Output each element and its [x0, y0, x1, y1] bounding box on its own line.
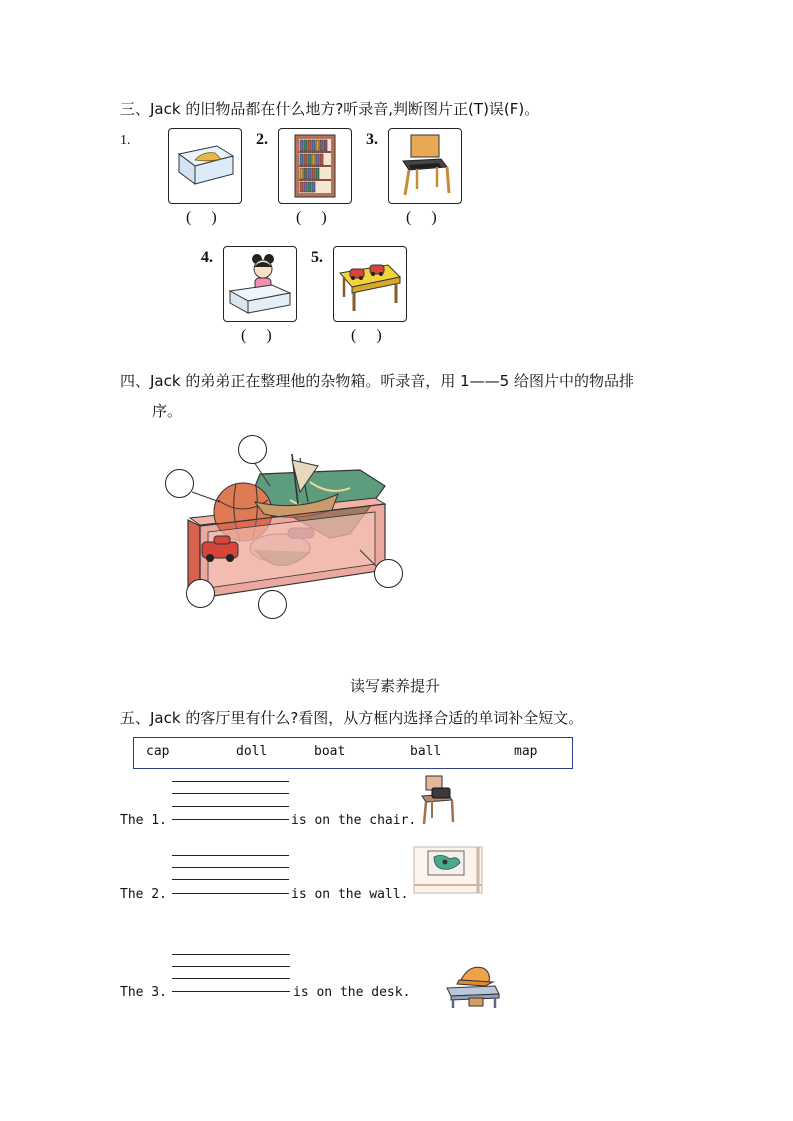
- item1-number: 1.: [120, 133, 131, 148]
- cap-on-desk-icon: [445, 962, 501, 1010]
- order-circle-boat[interactable]: [238, 435, 267, 464]
- word-map: map: [514, 744, 538, 759]
- sentence2-prefix: The 2.: [120, 887, 167, 902]
- writing-line: [172, 867, 289, 868]
- item3-paren[interactable]: ( ): [406, 209, 445, 226]
- chair-with-bag-icon: [418, 772, 458, 828]
- subtitle: 读写素养提升: [350, 677, 441, 695]
- item1-paren[interactable]: ( ): [186, 209, 225, 226]
- word-bank: [133, 737, 573, 769]
- item5-number: 5.: [311, 249, 323, 266]
- answer-line-3[interactable]: [172, 991, 290, 992]
- word-ball: ball: [410, 744, 442, 759]
- writing-line: [172, 966, 290, 967]
- item5-paren[interactable]: ( ): [351, 327, 390, 344]
- sentence3-suffix: is on the desk.: [293, 985, 411, 1000]
- answer-line-1[interactable]: [172, 819, 289, 820]
- bookshelf-icon: [279, 129, 351, 203]
- sentence2-picture: [412, 845, 484, 895]
- item5-card: [333, 246, 407, 322]
- writing-line: [172, 879, 289, 880]
- order-circle-bowl[interactable]: [258, 590, 287, 619]
- item4-number: 4.: [201, 249, 213, 266]
- sentence1-prefix: The 1.: [120, 813, 167, 828]
- item2-paren[interactable]: ( ): [296, 209, 335, 226]
- box-with-cap-icon: [169, 129, 241, 203]
- doll-in-box-icon: [224, 247, 296, 321]
- item2-number: 2.: [256, 131, 268, 148]
- section3-title: 三、Jack 的旧物品都在什么地方?听录音,判断图片正(T)误(F)。: [120, 100, 540, 118]
- order-circle-map[interactable]: [374, 559, 403, 588]
- item4-paren[interactable]: ( ): [241, 327, 280, 344]
- sentence2-suffix: is on the wall.: [291, 887, 409, 902]
- writing-line: [172, 793, 289, 794]
- word-doll: doll: [236, 744, 268, 759]
- writing-line: [172, 806, 289, 807]
- item3-number: 3.: [366, 131, 378, 148]
- writing-line: [172, 781, 289, 782]
- item2-card: [278, 128, 352, 204]
- writing-line: [172, 978, 290, 979]
- sentence3-prefix: The 3.: [120, 985, 167, 1000]
- item4-card: [223, 246, 297, 322]
- item3-card: [388, 128, 462, 204]
- map-on-wall-icon: [412, 845, 484, 895]
- cars-on-desk-icon: [334, 247, 406, 321]
- writing-line: [172, 855, 289, 856]
- section4-title-line2: 序。: [152, 402, 183, 420]
- word-cap: cap: [146, 744, 170, 759]
- section4-title-line1: 四、Jack 的弟弟正在整理他的杂物箱。听录音，用 1——5 给图片中的物品排: [120, 372, 634, 390]
- answer-line-2[interactable]: [172, 893, 289, 894]
- chair-icon: [389, 129, 461, 203]
- sentence3-picture: [445, 962, 501, 1010]
- writing-line: [172, 954, 290, 955]
- item1-card: [168, 128, 242, 204]
- order-circle-car[interactable]: [186, 579, 215, 608]
- section5-title: 五、Jack 的客厅里有什么?看图，从方框内选择合适的单词补全短文。: [120, 709, 584, 727]
- word-boat: boat: [314, 744, 346, 759]
- order-circle-ball[interactable]: [165, 469, 194, 498]
- sentence1-picture: [418, 772, 458, 828]
- sentence1-suffix: is on the chair.: [291, 813, 417, 828]
